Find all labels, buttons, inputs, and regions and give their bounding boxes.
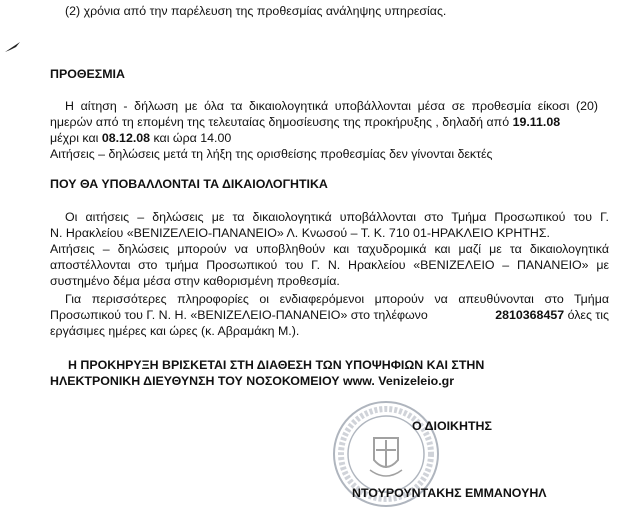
deadline-rejection: Αιτήσεις – δηλώσεις μετά τη λήξη της ορισθείσης προθεσμίας δεν γίνονται δεκτές xyxy=(50,147,493,161)
info-line-1: Για περισσότερες πληροφορίες οι ενδιαφερόμενοι μπορούν να απευθύνονται στο Τμήμα xyxy=(65,292,609,306)
submission-line-1: Οι αιτήσεις – δηλώσεις με τα δικαιολογητικά υποβάλλονται στο Τμήμα Προσωπικού του Γ. xyxy=(65,210,609,224)
end-date: 08.12.08 xyxy=(101,131,151,145)
deadline-line-2-text: ημερών από τη επομένη της τελευταίας δημοσίευσης της προκήρυξης , δηλαδή από xyxy=(50,115,510,129)
signatory-title: Ο ΔΙΟΙΚΗΤΗΣ xyxy=(412,419,492,433)
deadline-line-3 xyxy=(50,131,231,147)
top-line: (2) χρόνια από την παρέλευση της προθεσμίας ανάληψης υπηρεσίας. xyxy=(65,4,447,18)
deadline-line-3-suffix: και ώρα 14.00 xyxy=(153,131,232,145)
start-date: 19.11.08 xyxy=(512,115,561,129)
signatory-name: ΝΤΟΥΡΟΥΝΤΑΚΗΣ ΕΜΜΑΝΟΥΗΛ xyxy=(352,486,547,500)
info-line-2-phone-group xyxy=(495,308,609,324)
submission-line-4: αποστέλλονται στο τμήμα Προσωπικού του Γ. Ν. Ηρακλείου «ΒΕΝΙΖΕΛΕΙΟ – ΠΑΝΑΝΕΙΟ» με xyxy=(50,258,609,272)
phone-number: 2810368457 xyxy=(495,308,565,322)
submission-heading: ΠΟΥ ΘΑ ΥΠΟΒΑΛΛΟΝΤΑΙ ΤΑ ΔΙΚΑΙΟΛΟΓΗΤΙΚΑ xyxy=(50,177,328,191)
submission-line-5: συστημένο δέμα μέσα στην καθορισμένη προθεσμία. xyxy=(50,274,340,288)
deadline-heading: ΠΡΟΘΕΣΜΙΑ xyxy=(50,67,125,81)
submission-line-2: Ν. Ηρακλείου «ΒΕΝΙΖΕΛΕΙΟ-ΠΑΝΑΝΕΙΟ» Λ. Κνωσού – Τ. Κ. 710 01-ΗΡΑΚΛΕΙΟ ΚΡΗΤΗΣ. xyxy=(50,226,550,240)
notice-line-1: Η ΠΡΟΚΗΡΥΞΗ ΒΡΙΣΚΕΤΑΙ ΣΤΗ ΔΙΑΘΕΣΗ ΤΩΝ ΥΠΟΨΗΦΙΩΝ ΚΑΙ ΣΤΗΝ xyxy=(68,358,485,372)
info-line-3: εργάσιμες ημέρες και ώρες (κ. Αβραμάκη Μ.). xyxy=(50,324,300,338)
deadline-line-1: Η αίτηση - δήλωση με όλα τα δικαιολογητικά υποβάλλονται μέσα σε προθεσμία είκοσι (20) xyxy=(65,99,598,113)
deadline-line-3-prefix: μέχρι και xyxy=(50,131,99,145)
notice-line-2: ΗΛΕΚΤΡΟΝΙΚΗ ΔΙΕΥΘΥΝΣΗ ΤΟΥ ΝΟΣΟΚΟΜΕΙΟΥ www. Venizeleio.gr xyxy=(50,374,455,388)
deadline-line-2 xyxy=(50,115,598,131)
emblem-icon xyxy=(370,438,402,476)
info-line-2-suffix: όλες τις xyxy=(567,308,609,322)
submission-line-3: Αιτήσεις – δηλώσεις μπορούν να υποβληθούν και ταχυδρομικά και μαζί με τα δικαιολογητικά xyxy=(50,242,609,256)
scan-mark-icon xyxy=(4,40,22,54)
info-line-2 xyxy=(50,308,609,324)
info-line-2-text: Προσωπικού του Γ. Ν. Η. «ΒΕΝΙΖΕΛΕΙΟ-ΠΑΝΑΝΕΙΟ» στο τηλέφωνο xyxy=(50,308,428,322)
